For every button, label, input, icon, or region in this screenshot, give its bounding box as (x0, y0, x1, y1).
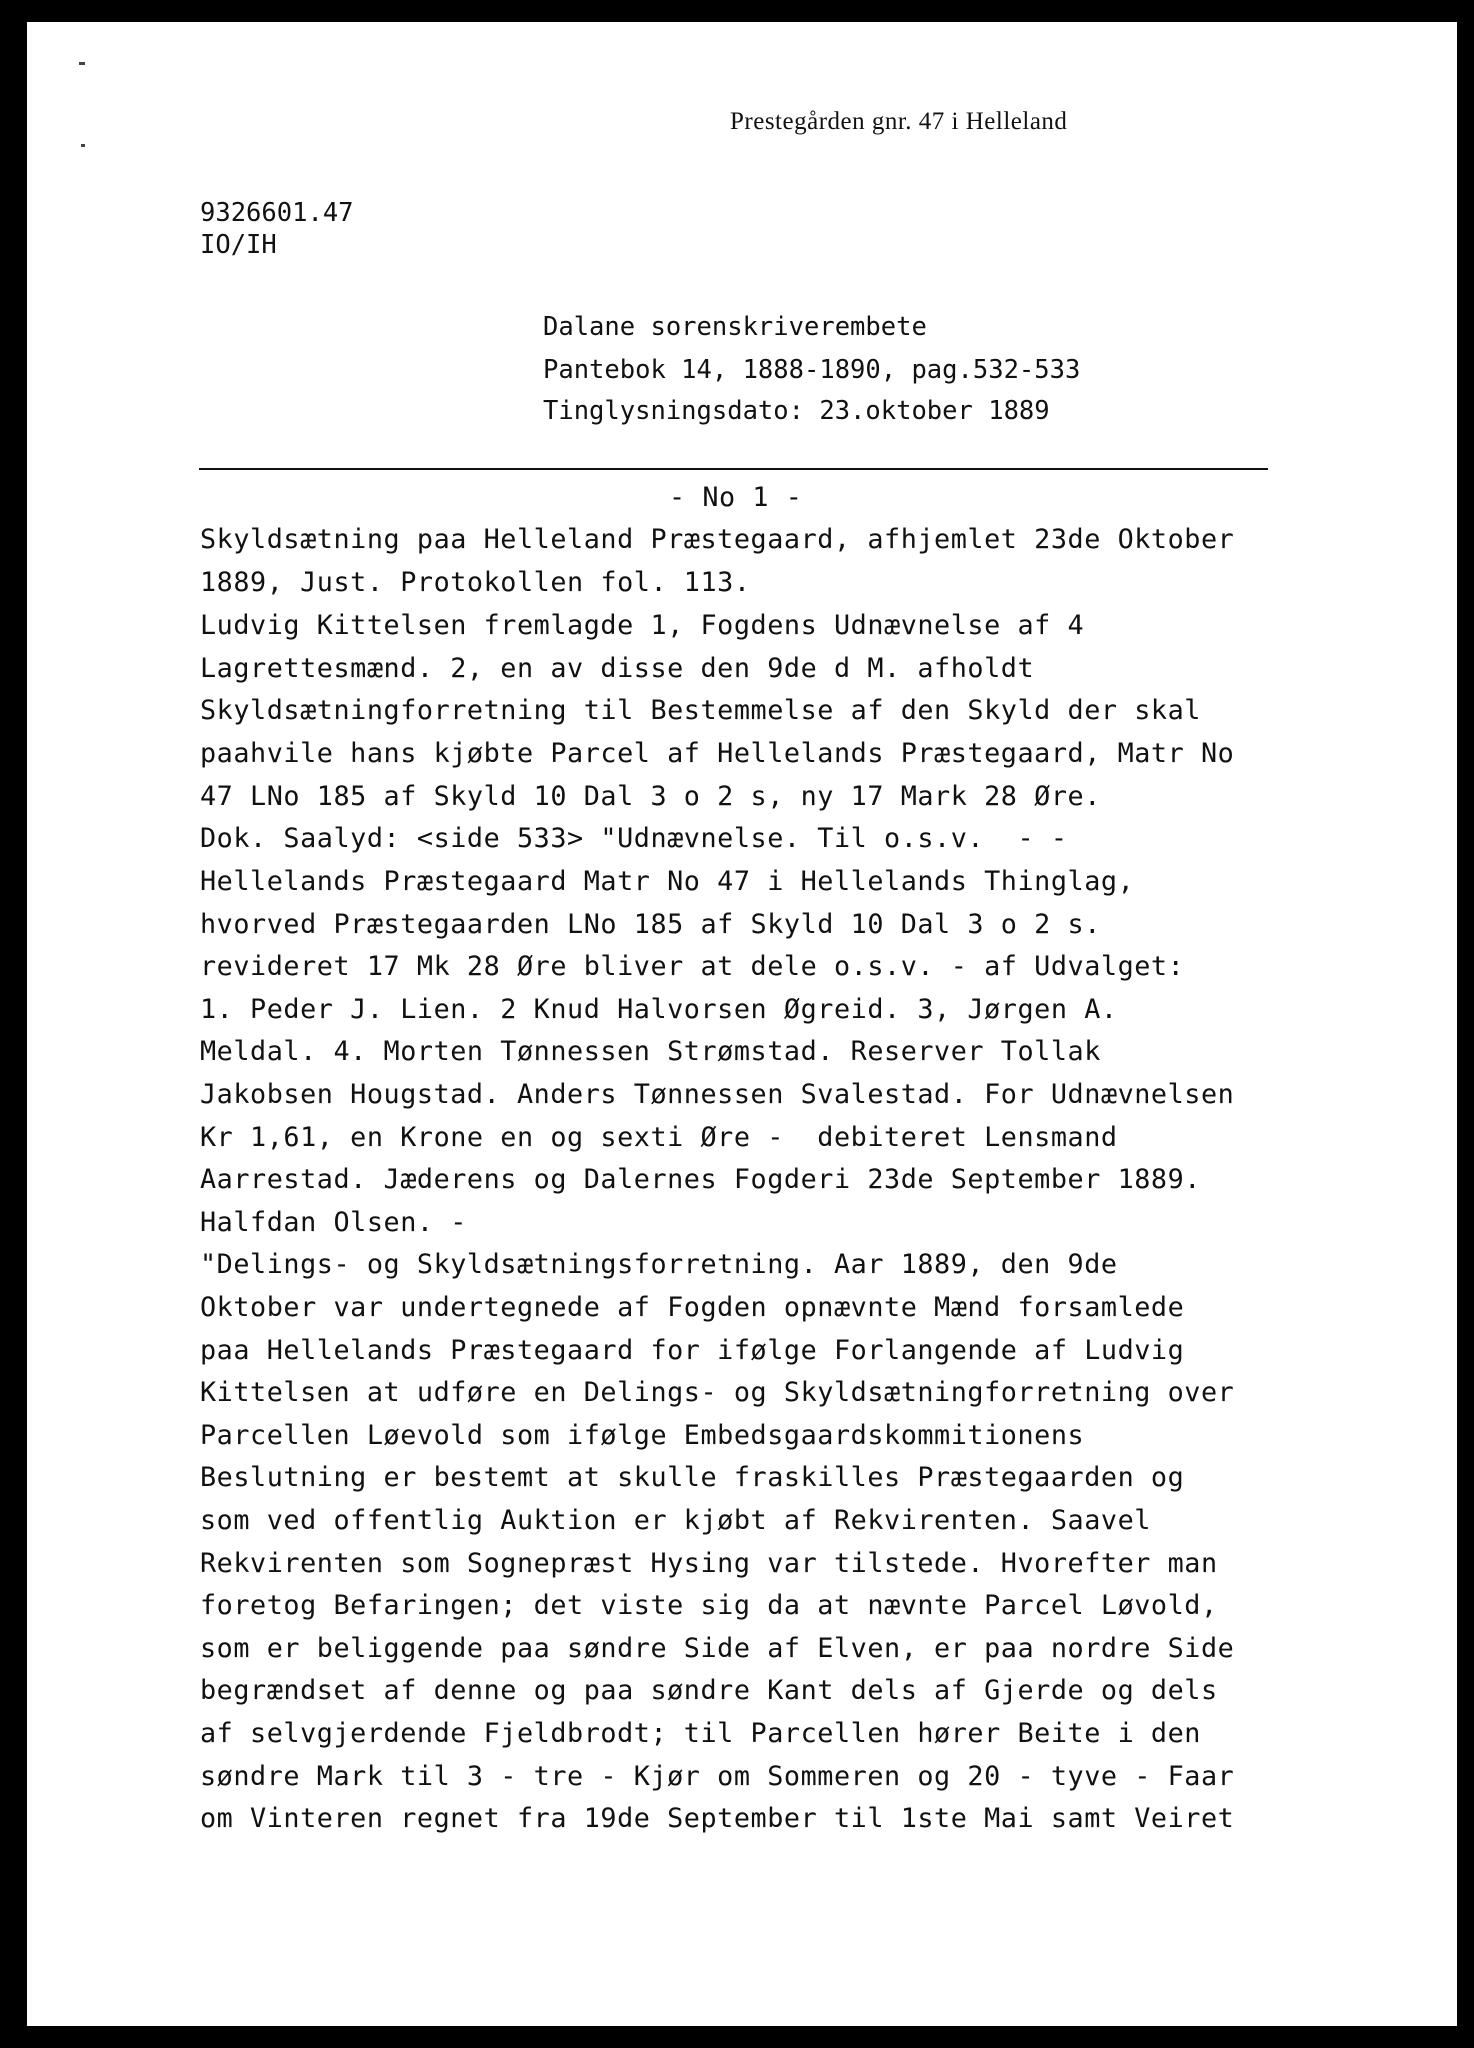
source-date: Tinglysningsdato: 23.oktober 1889 (543, 396, 1050, 426)
body-line: revideret 17 Mk 28 Øre bliver at dele o.s.v. - af Udvalget: (200, 951, 1185, 982)
margin-mark (79, 62, 85, 65)
reference-number: 9326601.47 (200, 198, 354, 228)
body-line: Parcellen Løevold som ifølge Embedsgaardskommitionens (200, 1420, 1085, 1451)
body-line: Jakobsen Hougstad. Anders Tønnessen Svalestad. For Udnævnelsen (200, 1079, 1235, 1110)
body-line: paahvile hans kjøbte Parcel af Hellelands Præstegaard, Matr No (200, 738, 1235, 769)
body-line: om Vinteren regnet fra 19de September til 1ste Mai samt Veiret (200, 1803, 1235, 1834)
separator-line (199, 468, 1268, 470)
body-line: Kittelsen at udføre en Delings- og Skyldsætningforretning over (200, 1377, 1235, 1408)
body-line: 47 LNo 185 af Skyld 10 Dal 3 o 2 s, ny 17 Mark 28 Øre. (200, 781, 1101, 812)
reference-initials: IO/IH (200, 230, 277, 260)
document-page (27, 22, 1457, 2026)
body-line: Skyldsætning paa Helleland Præstegaard, afhjemlet 23de Oktober (200, 524, 1235, 555)
body-line: søndre Mark til 3 - tre - Kjør om Sommeren og 20 - tyve - Faar (200, 1761, 1235, 1792)
body-line: 1. Peder J. Lien. 2 Knud Halvorsen Øgreid. 3, Jørgen A. (200, 994, 1118, 1025)
body-line: Lagrettesmænd. 2, en av disse den 9de d M. afholdt (200, 653, 1035, 684)
margin-mark (81, 144, 85, 147)
body-line: hvorved Præstegaarden LNo 185 af Skyld 10 Dal 3 o 2 s. (200, 909, 1101, 940)
body-line: paa Hellelands Præstegaard for ifølge Forlangende af Ludvig (200, 1335, 1185, 1366)
body-line: Dok. Saalyd: <side 533> "Udnævnelse. Til o.s.v. - - (200, 823, 1068, 854)
body-line: Ludvig Kittelsen fremlagde 1, Fogdens Udnævnelse af 4 (200, 610, 1085, 641)
body-line: Beslutning er bestemt at skulle fraskilles Præstegaarden og (200, 1462, 1185, 1493)
header-location: Prestegården gnr. 47 i Helleland (730, 108, 1068, 135)
body-line: "Delings- og Skyldsætningsforretning. Aar 1889, den 9de (200, 1249, 1118, 1280)
source-office: Dalane sorenskriverembete (543, 312, 927, 342)
body-line: Rekvirenten som Sognepræst Hysing var tilstede. Hvorefter man (200, 1548, 1218, 1579)
body-line: Meldal. 4. Morten Tønnessen Strømstad. Reserver Tollak (200, 1036, 1101, 1067)
body-line: Hellelands Præstegaard Matr No 47 i Hellelands Thinglag, (200, 866, 1135, 897)
body-line: som er beliggende paa søndre Side af Elven, er paa nordre Side (200, 1633, 1235, 1664)
body-line: begrændset af denne og paa søndre Kant dels af Gjerde og dels (200, 1675, 1218, 1706)
body-line: Kr 1,61, en Krone en og sexti Øre - debiteret Lensmand (200, 1122, 1118, 1153)
body-line: som ved offentlig Auktion er kjøbt af Rekvirenten. Saavel (200, 1505, 1151, 1536)
body-line: af selvgjerdende Fjeldbrodt; til Parcellen hører Beite i den (200, 1718, 1201, 1749)
body-line: - No 1 - (669, 482, 803, 513)
body-line: Oktober var undertegnede af Fogden opnævnte Mænd forsamlede (200, 1292, 1185, 1323)
body-line: foretog Befaringen; det viste sig da at nævnte Parcel Løvold, (200, 1590, 1218, 1621)
body-line: Skyldsætningforretning til Bestemmelse af den Skyld der skal (200, 695, 1201, 726)
body-line: Aarrestad. Jæderens og Dalernes Fogderi 23de September 1889. (200, 1164, 1201, 1195)
body-line: Halfdan Olsen. - (200, 1207, 467, 1238)
body-line: 1889, Just. Protokollen fol. 113. (200, 567, 751, 598)
source-book: Pantebok 14, 1888-1890, pag.532-533 (543, 355, 1081, 385)
